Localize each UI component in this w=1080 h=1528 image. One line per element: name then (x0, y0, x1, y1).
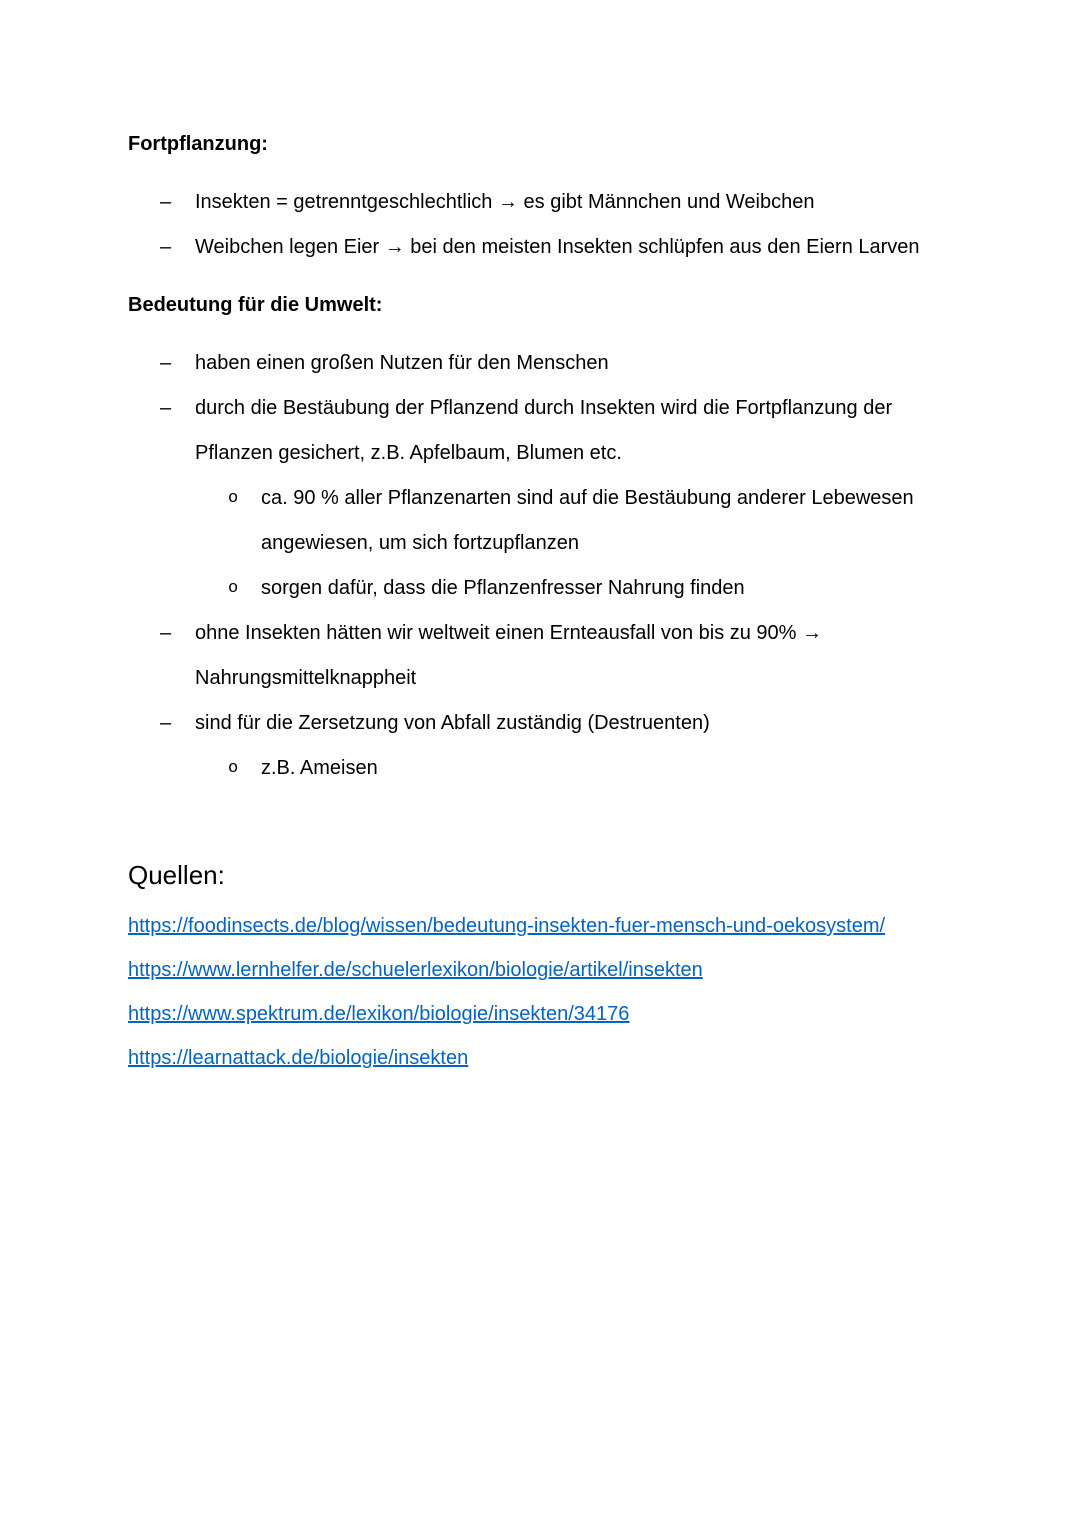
list-item-text: Insekten = getrenntgeschlechtlich → es gibt Männchen und Weibchen (195, 191, 815, 213)
bullet-dash-marker: – (160, 352, 172, 374)
sub-list-item (128, 746, 950, 791)
list-item-text: sorgen dafür, dass die Pflanzenfresser Nahrung finden (261, 577, 745, 599)
source-link[interactable]: https://foodinsects.de/blog/wissen/bedeutung-insekten-fuer-mensch-und-oekosystem/ (128, 915, 886, 937)
list-item (128, 701, 950, 746)
source-link[interactable]: https://www.lernhelfer.de/schuelerlexikon/biologie/artikel/insekten (128, 959, 703, 981)
sub-bullet-marker: o (228, 759, 239, 778)
list-item-text: ohne Insekten hätten wir weltweit einen Ernteausfall von bis zu 90% → Nahrungsmittelknappheit (195, 622, 823, 689)
list-item (128, 180, 950, 225)
sub-list-item (128, 566, 950, 611)
list-item-text: Weibchen legen Eier → bei den meisten Insekten schlüpfen aus den Eiern Larven (195, 236, 920, 258)
sources-heading: Quellen: (128, 860, 225, 890)
bullet-dash-marker: – (160, 622, 172, 644)
section-fortpflanzung (128, 122, 950, 270)
bullet-list (128, 180, 950, 270)
bullet-dash-marker: – (160, 191, 172, 213)
list-item (128, 225, 950, 270)
list-item-text: z.B. Ameisen (261, 757, 378, 779)
bullet-list (128, 341, 950, 791)
list-item-text: durch die Bestäubung der Pflanzend durch Insekten wird die Fortpflanzung der Pflanzen gesichert, z.B. Apfelbaum, Blumen etc. (195, 397, 893, 464)
list-item-text: ca. 90 % aller Pflanzenarten sind auf die Bestäubung anderer Lebewesen angewiesen, um sich fortzupflanzen (261, 487, 914, 554)
section-bedeutung-umwelt (128, 283, 950, 791)
list-item (128, 341, 950, 386)
source-link[interactable]: https://www.spektrum.de/lexikon/biologie/insekten/34176 (128, 1003, 630, 1025)
sub-bullet-marker: o (228, 579, 239, 598)
sub-bullet-marker: o (228, 489, 239, 508)
bullet-dash-marker: – (160, 712, 172, 734)
section-heading: Bedeutung für die Umwelt: (128, 294, 383, 316)
bullet-dash-marker: – (160, 397, 172, 419)
list-item (128, 611, 950, 701)
section-heading: Fortpflanzung: (128, 133, 268, 155)
sub-list-item (128, 476, 950, 566)
bullet-dash-marker: – (160, 236, 172, 258)
list-item-text: haben einen großen Nutzen für den Menschen (195, 352, 609, 374)
source-link[interactable]: https://learnattack.de/biologie/insekten (128, 1047, 469, 1069)
list-item (128, 386, 950, 476)
sources-section (128, 853, 950, 1080)
list-item-text: sind für die Zersetzung von Abfall zuständig (Destruenten) (195, 712, 710, 734)
